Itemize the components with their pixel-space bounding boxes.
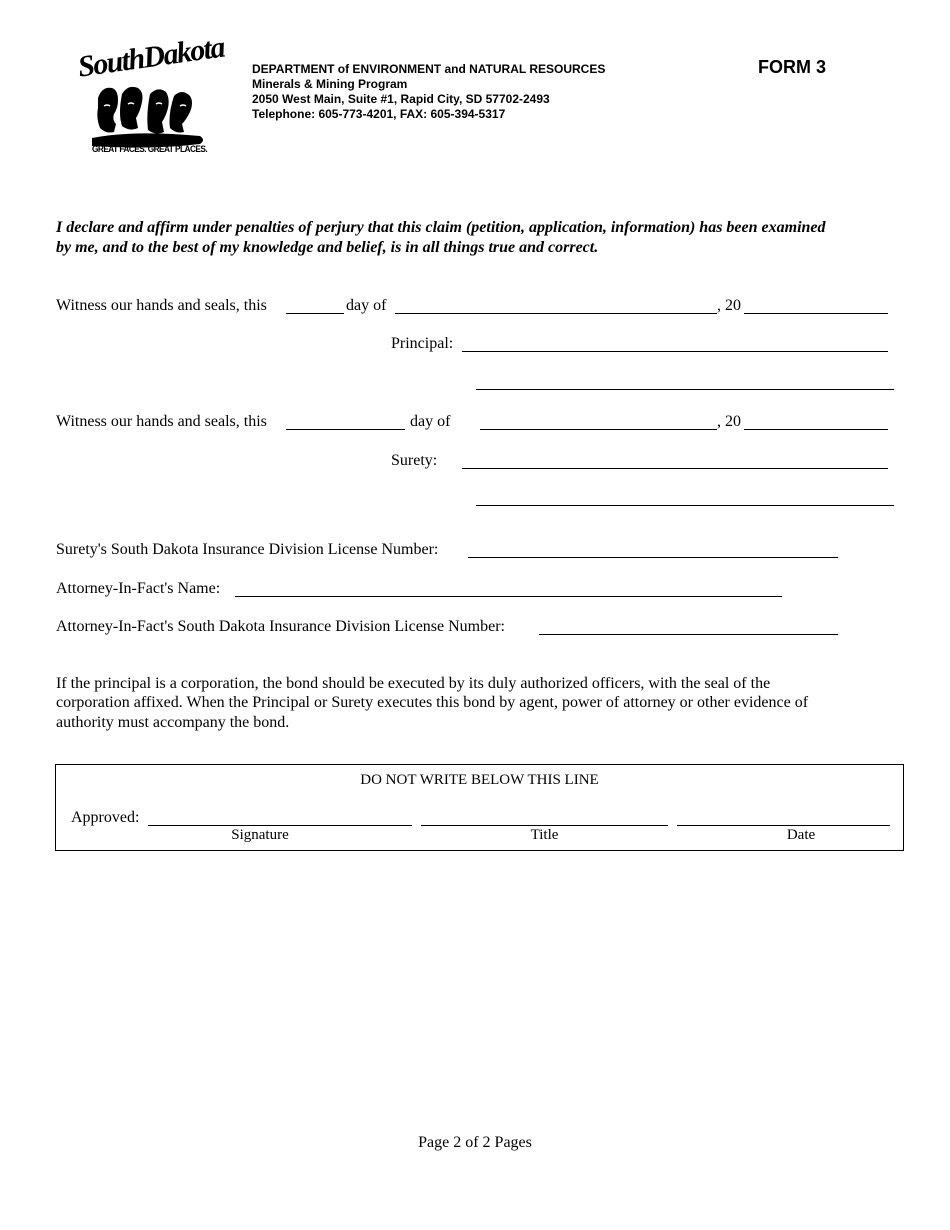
principal-month-field[interactable] [395,313,717,314]
declaration-line-1: I declare and affirm under penalties of perjury that this claim (petition, application, information) has been examined [56,219,826,236]
declaration-line-2: by me, and to the best of my knowledge and belief, is in all things true and correct. [56,239,599,256]
page-number: Page 2 of 2 Pages [418,1134,532,1151]
approved-date-field[interactable] [677,825,890,826]
principal-signature-field[interactable] [462,351,888,352]
instructions-line-1: If the principal is a corporation, the bond should be executed by its duly authorized officers, with the seal of the [56,675,771,692]
principal-year-prefix: , 20 [717,297,741,314]
registered-mark: ® [194,138,200,145]
principal-second-line-field[interactable] [476,389,894,390]
instructions-line-2: corporation affixed. When the Principal or Surety executes this bond by agent, power of attorney or other evidence of [56,694,809,711]
office-use-heading: DO NOT WRITE BELOW THIS LINE [360,772,599,788]
surety-year-field[interactable] [744,429,888,430]
attorney-license-field[interactable] [539,634,838,635]
approved-signature-field[interactable] [148,825,412,826]
approved-label: Approved: [71,809,140,826]
surety-day-field[interactable] [286,429,405,430]
date-caption: Date [786,827,816,843]
form-number: FORM 3 [758,57,827,77]
principal-witness-label: Witness our hands and seals, this [56,297,267,314]
surety-witness-label: Witness our hands and seals, this [56,413,267,430]
program-address: 2050 West Main, Suite #1, Rapid City, SD 57702-2493 [252,92,550,106]
instructions-line-3: authority must accompany the bond. [56,714,290,731]
principal-day-of-label: day of [346,297,387,314]
principal-year-field[interactable] [744,313,888,314]
surety-signature-field[interactable] [462,468,888,469]
program-name: Minerals & Mining Program [252,77,408,91]
principal-day-field[interactable] [286,313,344,314]
approved-title-field[interactable] [421,825,668,826]
logo-wordmark: SouthDakota [75,30,226,84]
state-logo [70,30,226,160]
attorney-name-field[interactable] [235,596,782,597]
attorney-name-label: Attorney-In-Fact's Name: [56,580,221,597]
principal-label: Principal: [391,335,454,352]
title-caption: Title [530,827,559,843]
surety-license-label: Surety's South Dakota Insurance Division License Number: [56,541,439,558]
signature-caption: Signature [231,827,289,843]
surety-second-line-field[interactable] [476,505,894,506]
surety-year-prefix: , 20 [717,413,741,430]
surety-month-field[interactable] [480,429,717,430]
surety-label: Surety: [391,452,438,469]
surety-license-field[interactable] [468,557,838,558]
attorney-license-label: Attorney-In-Fact's South Dakota Insurance Division License Number: [56,618,505,635]
logo-tagline: GREAT FACES. GREAT PLACES. [92,144,208,154]
department-name: DEPARTMENT of ENVIRONMENT and NATURAL RESOURCES [252,62,606,76]
program-phone: Telephone: 605-773-4201, FAX: 605-394-5317 [252,107,506,121]
surety-day-of-label: day of [410,413,451,430]
